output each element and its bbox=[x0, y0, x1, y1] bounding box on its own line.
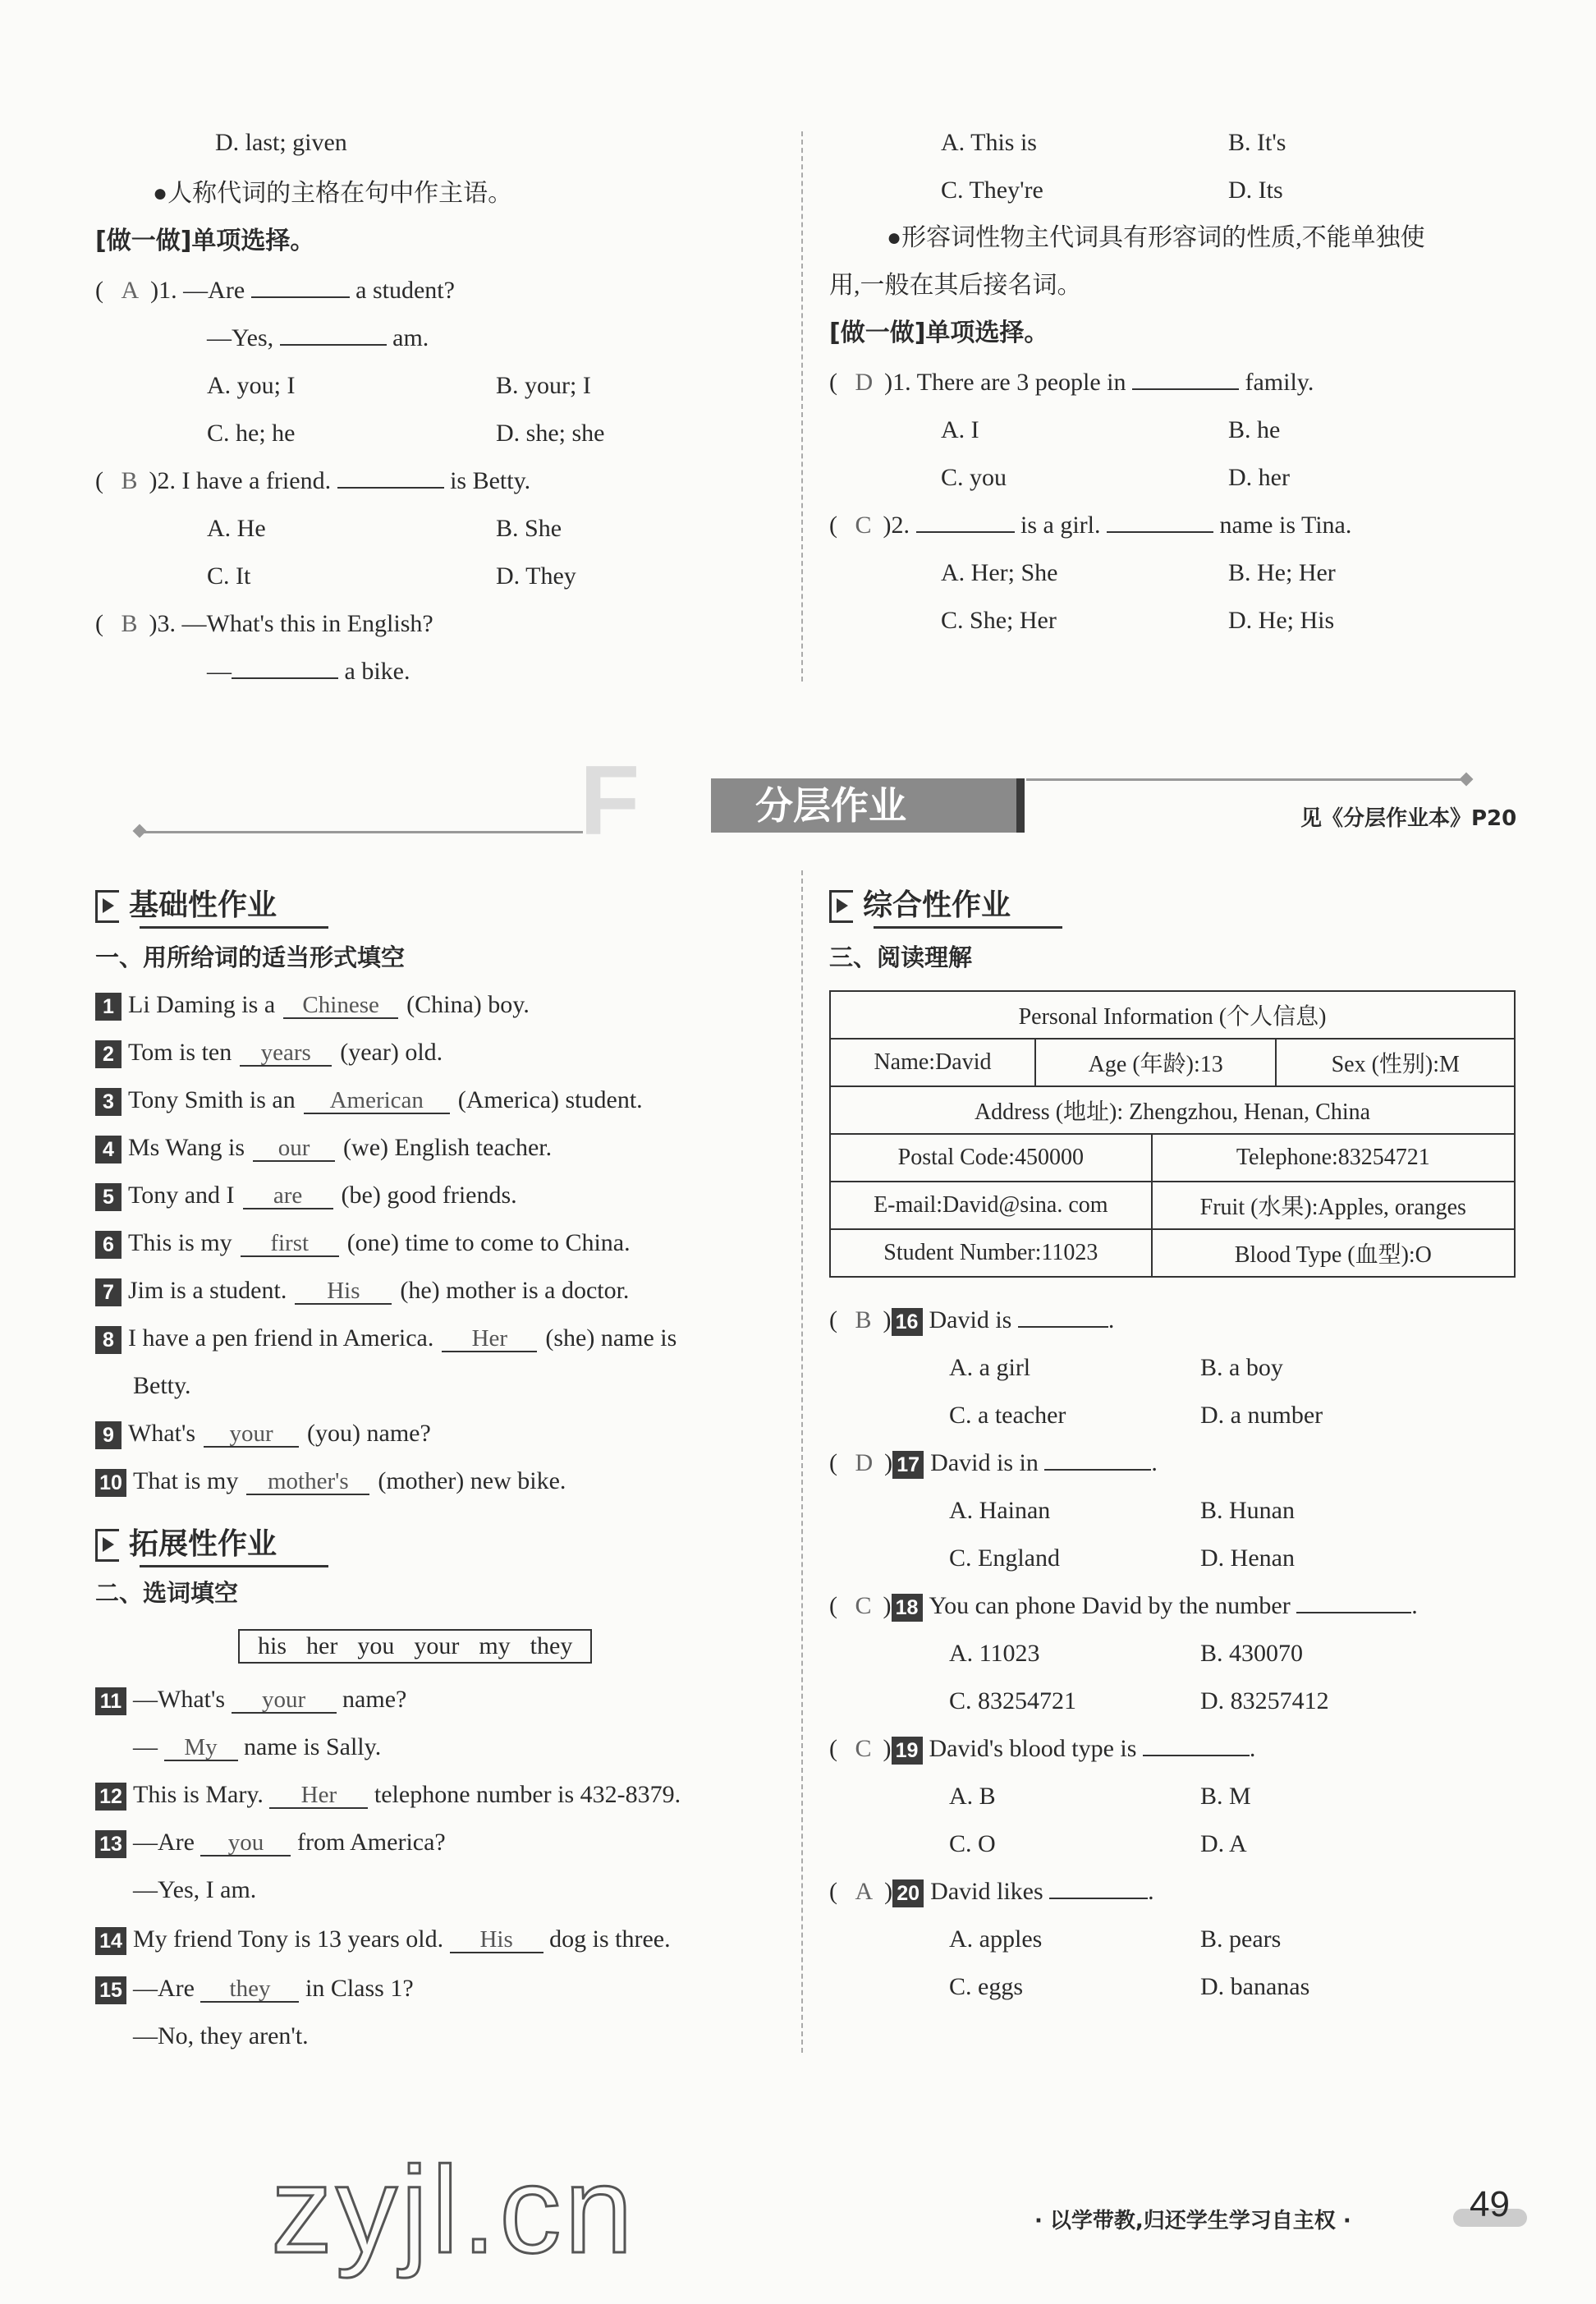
answer-blank bbox=[1296, 1612, 1411, 1613]
item8-continuation: Betty. bbox=[133, 1372, 191, 1399]
reading-question: ( B ) 16 David is . bbox=[829, 1306, 1114, 1336]
item-suffix: (one) time to come to China. bbox=[346, 1229, 631, 1256]
practice-heading: [做一做]单项选择。 bbox=[95, 227, 315, 255]
table-cell-address: Address (地址): Zhengzhou, Henan, China bbox=[830, 1086, 1515, 1134]
word-bank bbox=[238, 1629, 592, 1664]
table-header: Personal Information (个人信息) bbox=[830, 991, 1515, 1039]
option: B. M bbox=[1200, 1783, 1251, 1810]
item-number: 5 bbox=[95, 1183, 122, 1211]
question-stem: David is bbox=[929, 1306, 1012, 1333]
item-prefix: This is my bbox=[128, 1229, 232, 1256]
item-12: 12 This is Mary. Her telephone number is 432-8379. bbox=[95, 1780, 681, 1811]
answer-blank: Her bbox=[442, 1326, 537, 1352]
reading-question: ( D ) 17 David is in . bbox=[829, 1448, 1158, 1479]
item-prefix: What's bbox=[128, 1420, 196, 1447]
question-stem: David likes bbox=[930, 1878, 1043, 1905]
fill-item bbox=[95, 1181, 517, 1211]
item-prefix: Li Daming is a bbox=[128, 991, 276, 1018]
column-divider bbox=[801, 131, 803, 682]
option: D. she; she bbox=[496, 420, 605, 447]
practice-heading: [做一做]单项选择。 bbox=[829, 319, 1049, 347]
question-3: ( B )3. —What's this in English? bbox=[95, 610, 433, 637]
item-15-response: —No, they aren't. bbox=[133, 2022, 309, 2049]
item-prefix: That is my bbox=[133, 1467, 239, 1494]
word: her bbox=[306, 1632, 338, 1659]
answer-letter: C bbox=[855, 1592, 872, 1619]
table-cell-fruit: Fruit (水果):Apples, oranges bbox=[1152, 1182, 1515, 1229]
comprehensive-section-heading: 三、阅读理解 bbox=[829, 943, 973, 971]
word: his bbox=[258, 1632, 287, 1659]
banner-diamond bbox=[133, 824, 147, 838]
option: A. Her; She bbox=[941, 559, 1058, 586]
question-number: 17 bbox=[892, 1451, 924, 1479]
option: D. Henan bbox=[1200, 1544, 1295, 1572]
comprehensive-title: 综合性作业 bbox=[829, 882, 1011, 924]
option: C. They're bbox=[941, 177, 1043, 204]
banner-diamond bbox=[1460, 773, 1474, 787]
table-cell-name: Name:David bbox=[830, 1039, 1035, 1086]
option: A. 11023 bbox=[949, 1640, 1040, 1667]
item-13: 13 —Are you from America? bbox=[95, 1828, 446, 1858]
option: D. her bbox=[1228, 464, 1290, 491]
item-13-response: —Yes, I am. bbox=[133, 1876, 257, 1903]
banner-edge bbox=[1016, 778, 1025, 833]
answer-blank bbox=[1143, 1755, 1250, 1756]
option: A. you; I bbox=[207, 372, 296, 399]
option: D. Its bbox=[1228, 177, 1283, 204]
option: A. I bbox=[941, 416, 979, 443]
item-suffix: (year) old. bbox=[340, 1039, 443, 1066]
word: you bbox=[357, 1632, 395, 1659]
answer-letter: D bbox=[855, 1449, 874, 1476]
question-stem: You can phone David by the number bbox=[929, 1592, 1291, 1619]
option: C. England bbox=[949, 1544, 1060, 1572]
option: A. This is bbox=[941, 129, 1037, 156]
fill-item bbox=[95, 1419, 431, 1449]
personal-info-table bbox=[829, 990, 1516, 1278]
item-suffix: (she) name is bbox=[545, 1324, 677, 1352]
table-cell-sex: Sex (性别):M bbox=[1276, 1039, 1515, 1086]
question-number: 16 bbox=[892, 1308, 923, 1336]
item-number: 8 bbox=[95, 1326, 122, 1354]
item-number: 10 bbox=[95, 1469, 126, 1497]
item-suffix: (we) English teacher. bbox=[343, 1134, 553, 1161]
option: C. a teacher bbox=[949, 1402, 1066, 1429]
fill-item bbox=[95, 1466, 566, 1497]
table-cell-age: Age (年龄):13 bbox=[1035, 1039, 1277, 1086]
basic-title: 基础性作业 bbox=[95, 882, 277, 924]
footer-slogan: · 以学带教,归还学生学习自主权 · bbox=[1034, 2209, 1351, 2233]
option: C. eggs bbox=[949, 1973, 1023, 2000]
answer-blank: mother's bbox=[246, 1469, 369, 1495]
option: B. It's bbox=[1228, 129, 1286, 156]
option: B. your; I bbox=[496, 372, 591, 399]
item-prefix: Tom is ten bbox=[128, 1039, 232, 1066]
answer-blank: years bbox=[240, 1040, 332, 1067]
answer-blank: are bbox=[243, 1183, 333, 1209]
word: they bbox=[530, 1632, 573, 1659]
fill-item bbox=[95, 1133, 552, 1163]
option: C. 83254721 bbox=[949, 1687, 1077, 1714]
item-suffix: (be) good friends. bbox=[341, 1182, 517, 1209]
option: A. Hainan bbox=[949, 1497, 1051, 1524]
answer-letter: B bbox=[855, 1306, 872, 1333]
item-11-response: — My name is Sally. bbox=[133, 1733, 382, 1760]
item-number: 9 bbox=[95, 1421, 122, 1449]
option: A. B bbox=[949, 1783, 996, 1810]
option: C. It bbox=[207, 562, 251, 590]
question-stem: David is in bbox=[930, 1449, 1039, 1476]
option: D. A bbox=[1200, 1830, 1247, 1857]
option: D. They bbox=[496, 562, 576, 590]
page-number: 49 bbox=[1470, 2184, 1510, 2224]
question-1: ( A )1. —Are a student? bbox=[95, 277, 455, 304]
option: C. you bbox=[941, 464, 1007, 491]
reading-question: ( C ) 19 David's blood type is . bbox=[829, 1734, 1255, 1765]
extended-section-heading: 二、选词填空 bbox=[95, 1579, 239, 1607]
answer-blank: Chinese bbox=[283, 993, 398, 1019]
reading-question: ( C ) 18 You can phone David by the number . bbox=[829, 1591, 1418, 1622]
option: A. apples bbox=[949, 1925, 1043, 1953]
answer-letter: C bbox=[855, 1735, 872, 1762]
rule-possessive-line1: ●形容词性物主代词具有形容词的性质,不能单独使 bbox=[887, 224, 1425, 251]
option: B. She bbox=[496, 515, 562, 542]
banner-line-left bbox=[140, 831, 583, 833]
option: B. he bbox=[1228, 416, 1281, 443]
question-stem: David's blood type is bbox=[929, 1735, 1137, 1762]
item-prefix: I have a pen friend in America. bbox=[128, 1324, 434, 1352]
word: your bbox=[414, 1632, 460, 1659]
question-r1: ( D )1. There are 3 people in family. bbox=[829, 369, 1314, 396]
option: D. a number bbox=[1200, 1402, 1323, 1429]
fill-item bbox=[95, 1276, 629, 1306]
question-2: ( B )2. I have a friend. is Betty. bbox=[95, 467, 531, 494]
question-3-response: — a bike. bbox=[207, 658, 410, 685]
item-15: 15 —Are they in Class 1? bbox=[95, 1974, 414, 2004]
basic-section-heading: 一、用所给词的适当形式填空 bbox=[95, 943, 406, 971]
item-suffix: (mother) new bike. bbox=[378, 1467, 566, 1494]
extended-title: 拓展性作业 bbox=[95, 1521, 277, 1563]
question-number: 18 bbox=[892, 1594, 923, 1622]
option: C. O bbox=[949, 1830, 996, 1857]
item-number: 7 bbox=[95, 1278, 122, 1306]
item-prefix: Jim is a student. bbox=[128, 1277, 287, 1304]
option: D. He; His bbox=[1228, 607, 1335, 634]
arrow-icon bbox=[95, 890, 119, 923]
option: A. He bbox=[207, 515, 266, 542]
item-prefix: Tony and I bbox=[128, 1182, 235, 1209]
option: B. Hunan bbox=[1200, 1497, 1295, 1524]
table-cell-blood: Blood Type (血型):O bbox=[1152, 1229, 1515, 1277]
item-suffix: (he) mother is a doctor. bbox=[400, 1277, 630, 1304]
question-r2: ( C )2. is a girl. name is Tina. bbox=[829, 512, 1352, 539]
answer-blank: our bbox=[253, 1136, 335, 1162]
rule-possessive-line2: 用,一般在其后接名词。 bbox=[829, 272, 1082, 299]
answer-blank bbox=[1044, 1469, 1151, 1471]
item-suffix: (China) boy. bbox=[406, 991, 530, 1018]
item-number: 3 bbox=[95, 1088, 122, 1116]
item-suffix: (you) name? bbox=[307, 1420, 431, 1447]
table-cell-telephone: Telephone:83254721 bbox=[1152, 1134, 1515, 1182]
column-divider bbox=[801, 870, 803, 2053]
fill-item bbox=[95, 1228, 631, 1259]
answer-blank: first bbox=[241, 1231, 339, 1257]
option: C. he; he bbox=[207, 420, 296, 447]
item-suffix: (America) student. bbox=[457, 1086, 643, 1113]
answer-blank bbox=[1049, 1898, 1148, 1899]
word: my bbox=[479, 1632, 511, 1659]
question-number: 20 bbox=[892, 1879, 924, 1907]
option: D. bananas bbox=[1200, 1973, 1310, 2000]
banner-letter: F bbox=[580, 746, 640, 856]
option: D. 83257412 bbox=[1200, 1687, 1329, 1714]
rule-subject-pronoun: ●人称代词的主格在句中作主语。 bbox=[153, 180, 513, 207]
option: A. a girl bbox=[949, 1354, 1031, 1381]
item-number: 4 bbox=[95, 1136, 122, 1163]
answer-blank: His bbox=[295, 1278, 392, 1305]
item-number: 1 bbox=[95, 993, 122, 1021]
item-number: 6 bbox=[95, 1231, 122, 1259]
item-prefix: Ms Wang is bbox=[128, 1134, 245, 1161]
fill-item bbox=[95, 1038, 443, 1068]
table-cell-student-number: Student Number:11023 bbox=[830, 1229, 1152, 1277]
item-14: 14 My friend Tony is 13 years old. His dog is three. bbox=[95, 1925, 671, 1955]
table-cell-postal: Postal Code:450000 bbox=[830, 1134, 1152, 1182]
option: B. 430070 bbox=[1200, 1640, 1304, 1667]
banner-line-right bbox=[1026, 778, 1470, 781]
banner-reference: 见《分层作业本》P20 bbox=[1300, 806, 1517, 831]
option: B. pears bbox=[1200, 1925, 1282, 1953]
fill-item bbox=[95, 1085, 643, 1116]
reading-question: ( A ) 20 David likes . bbox=[829, 1877, 1154, 1907]
answer-letter: A bbox=[855, 1878, 874, 1905]
watermark: zyjl.cn bbox=[271, 2141, 636, 2279]
fill-item bbox=[95, 1324, 676, 1354]
option: B. a boy bbox=[1200, 1354, 1283, 1381]
arrow-icon bbox=[95, 1529, 119, 1562]
fill-item bbox=[95, 990, 530, 1021]
answer-blank: American bbox=[304, 1088, 450, 1114]
option: C. She; Her bbox=[941, 607, 1057, 634]
banner-title: 分层作业 bbox=[755, 783, 906, 828]
item-prefix: Tony Smith is an bbox=[128, 1086, 296, 1113]
table-cell-email: E-mail:David@sina. com bbox=[830, 1182, 1152, 1229]
option-d-prev: D. last; given bbox=[215, 129, 347, 156]
answer-blank: your bbox=[204, 1421, 299, 1448]
question-1-response: —Yes, am. bbox=[207, 324, 429, 351]
answer-blank bbox=[1018, 1326, 1108, 1328]
item-11: 11 —What's your name? bbox=[95, 1685, 406, 1715]
option: B. He; Her bbox=[1228, 559, 1336, 586]
arrow-icon bbox=[829, 890, 853, 923]
item-number: 2 bbox=[95, 1040, 122, 1068]
question-number: 19 bbox=[892, 1737, 923, 1765]
